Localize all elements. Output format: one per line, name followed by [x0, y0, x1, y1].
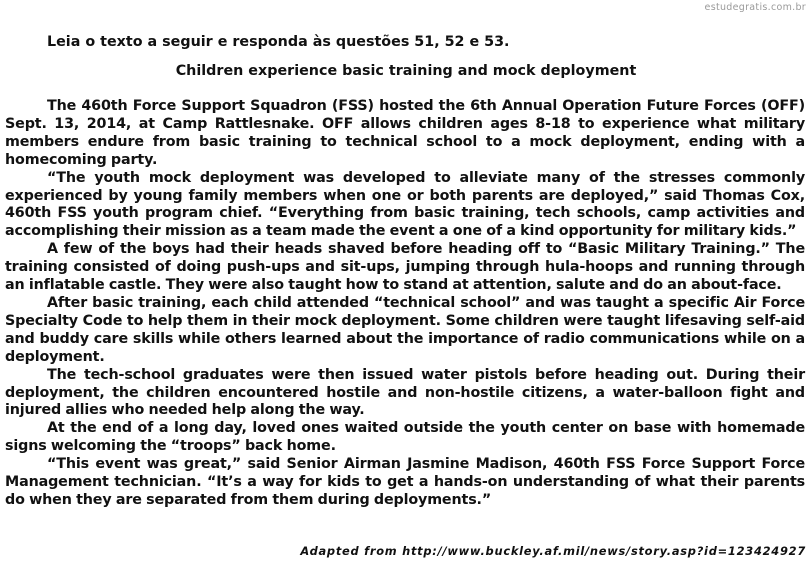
paragraph-5: The tech-school graduates were then issued water pistols before heading out. During their deployment, the children encountered hostile and non-hostile citizens, a water-balloon fight and injured allies who needed help along the way. [5, 366, 805, 419]
watermark: estudegratis.com.br [704, 2, 806, 13]
paragraph-3: A few of the boys had their heads shaved before heading off to “Basic Military Training.” The training consisted of doing push-ups and sit-ups, jumping through hula-hoops and running through an inflatable castle. They were also taught how to stand at attention, salute and do an about-face. [5, 241, 805, 294]
paragraph-2: “The youth mock deployment was developed to alleviate many of the stresses commonly experienced by young family members when one or both parents are deployed,” said Thomas Cox, 460th FSS youth program chief. “Everything from basic training, tech schools, camp activities and accomplishing their mission as a team made the event a one of a kind opportunity for military kids.” [5, 169, 805, 240]
paragraph-1: The 460th Force Support Squadron (FSS) hosted the 6th Annual Operation Future Forces (OFF) Sept. 13, 2014, at Camp Rattlesnake. OFF allows children ages 8-18 to experience what military members endure from basic training to technical school to a mock deployment, ending with a homecoming party. [5, 98, 805, 168]
paragraph-7: “This event was great,” said Senior Airman Jasmine Madison, 460th FSS Force Support Force Management technician. “It’s a way for kids to get a hands-on understanding of what their parents do when they are separated from them during deployments.” [5, 456, 805, 508]
article-title: Children experience basic training and mock deployment [175, 63, 637, 79]
instruction-text: Leia o texto a seguir e responda às questões 51, 52 e 53. [47, 34, 510, 50]
paragraph-6: At the end of a long day, loved ones waited outside the youth center on base with homemade signs welcoming the “troops” back home. [5, 420, 805, 455]
article-body [5, 98, 805, 510]
source-citation: Adapted from http://www.buckley.af.mil/news/story.asp?id=123424927 [300, 544, 806, 558]
paragraph-4: After basic training, each child attended “technical school” and was taught a specific Air Force Specialty Code to help them in their mock deployment. Some children were taught lifesaving self-aid and buddy care skills while others learned about the importance of radio communications while on a deployment. [5, 294, 805, 365]
